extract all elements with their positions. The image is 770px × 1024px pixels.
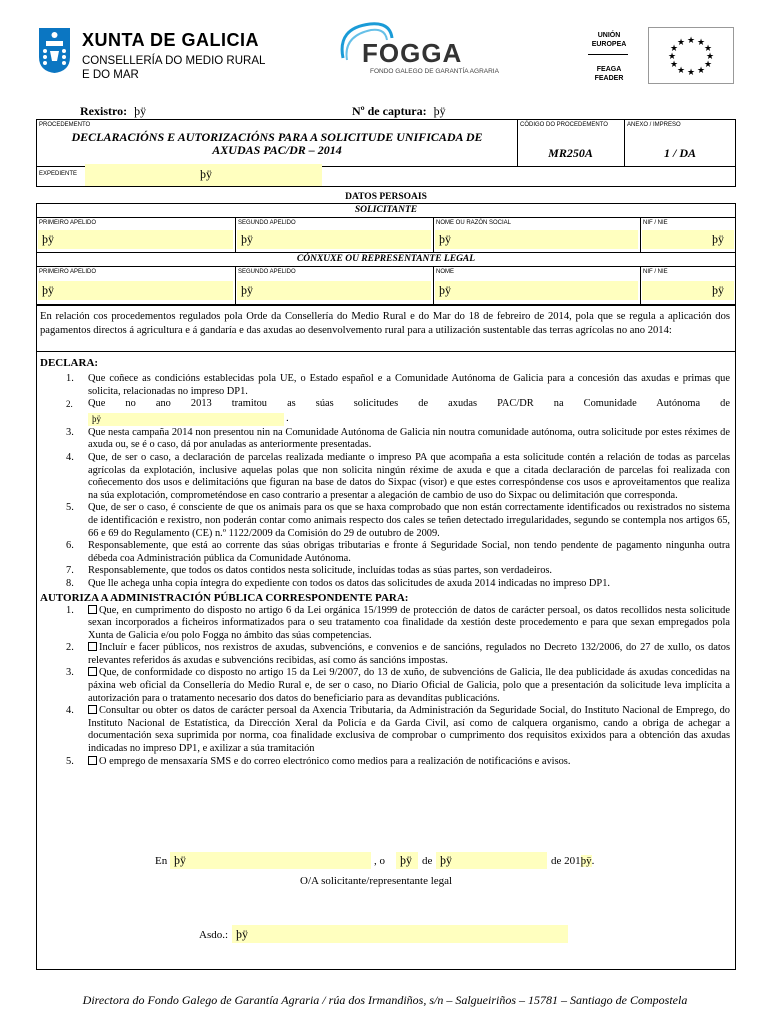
declara-item: [40, 565, 730, 578]
feaga-label: FEAGA: [596, 66, 622, 73]
sign-place-field[interactable]: þÿ: [170, 852, 371, 869]
declara-item-text: Que, de ser o caso, é consciente de que os animais para os que se haxa comprobado que non están correctamente identificados ou rexistrados no sistema de identificación e rexistro, non poderán contar como animais respecto dos cales se teñen detectado irregularidades, segundo se contempla nos artigos 65, 66 e 69 do Regulamento (CE) n.º 1122/2009 da Comisión do 29 de outubro de 2009.: [88, 502, 730, 539]
conxuxe-nif-field[interactable]: þÿ: [642, 281, 734, 300]
datos-row1-bottom-line: [36, 252, 736, 253]
svg-text:★: ★: [676, 66, 686, 76]
autoriza-checkbox[interactable]: [88, 642, 97, 651]
conxuxe-col-div1: [235, 266, 236, 305]
autoriza-item-text: Consultar ou obter os datos de carácter persoal da Axencia Tributaria, da Administración da Seguridade Social, do Instituto Nacional de Emprego, do Instituto Nacional de Estatística, da Dirección Xeral da Policía e da Garda Civil, así como de calquera organismo, cando a obriga de achegar a documentación sexa suprimida por norma, coa finalidade exclusiva de comprobar o cumprimento dos requisitos exixidos para a obtención das axudas indicadas no impreso DP1, e axilizar a súa tramitación: [88, 705, 730, 755]
sign-day-field[interactable]: þÿ: [396, 852, 418, 869]
footer-address: Directora do Fondo Galego de Garantía Agraria / rúa dos Irmandiños, s/n – Salgueiriños – 15781 – Santiago de Compostela: [82, 993, 688, 1007]
sign-month-field[interactable]: þÿ: [436, 852, 547, 869]
declara-item: [40, 373, 730, 398]
sign-year-prefix: de 201: [551, 855, 581, 867]
rexistro-label: Rexistro:: [80, 104, 128, 118]
autoriza-item: [40, 705, 730, 755]
conxuxe-apelido1-field[interactable]: þÿ: [38, 281, 233, 300]
svg-text:★: ★: [696, 66, 706, 76]
svg-text:★: ★: [686, 36, 696, 46]
fogga-name: FOGGA: [362, 38, 463, 68]
declara-item-number: 3.: [66, 426, 74, 438]
xunta-shield-icon: [38, 27, 71, 74]
declara-item: [40, 452, 730, 502]
eu-flag: [648, 27, 734, 84]
sign-en: En: [155, 855, 168, 867]
svg-text:★: ★: [703, 60, 713, 70]
declara-item-text: Que no ano 2013 tramitou as súas solicitudes de axudas PAC/DR na Comunidade Autónoma de: [88, 398, 730, 410]
autoriza-item-text: O emprego de mensaxaría SMS e do correo electrónico como medios para a realización de notificacións e avisos.: [99, 755, 571, 767]
solicitante-col4-label: NIF / NIE: [643, 220, 668, 226]
svg-text:★: ★: [669, 44, 679, 54]
codigo-label: CÓDIGO DO PROCEDEMENTO: [520, 122, 608, 128]
asdo-field[interactable]: þÿ: [232, 925, 568, 943]
procedemento-label: PROCEDEMENTO: [39, 122, 91, 128]
svg-text:★: ★: [705, 52, 715, 62]
declara-item-text: Responsablemente, que todos os datos contidos nesta solicitude, incluídas todas as súas partes, son verdadeiros.: [88, 565, 553, 577]
asdo-label: Asdo.:: [199, 929, 229, 941]
rexistro-row: [80, 104, 146, 119]
svg-text:★: ★: [676, 38, 686, 48]
declara-item-number: 7.: [66, 565, 74, 577]
autoriza-item: [40, 756, 730, 769]
xunta-title: XUNTA DE GALICIA: [82, 30, 259, 50]
anexo-label: ANEXO / IMPRESO: [627, 122, 681, 128]
sign-year-row: [551, 855, 594, 867]
datos-col-div1: [235, 217, 236, 252]
autoriza-item-number: 1.: [66, 604, 74, 616]
declara-item-text: Que, de ser o caso, a declaración de parcelas realizada mediante o impreso PA que acompaña a esta solicitude contén a relación de todas as parcelas agrícolas da explotación, inclusive aquelas polas que non solicita ningún réxime de axuda e que a citada declaración de parcelas foi realizada con coñecemento dos usos e delimitacións que figuran na base de datos do Sixpac (visor) e que estes correspóndense cos usos e aproveitamentos que realiza na súa explotación, comprometéndose en caso contrario a presentar a alegación de cambio de uso do Sixpac ou delimitación que corresponda.: [88, 451, 730, 501]
svg-text:★: ★: [686, 68, 696, 78]
autoriza-checkbox[interactable]: [88, 756, 97, 765]
datos-row1-top-line: [36, 217, 736, 218]
autoriza-item: [40, 605, 730, 643]
autoriza-checkbox[interactable]: [88, 667, 97, 676]
procedure-title-line1: DECLARACIÓNS E AUTORIZACIÓNS PARA A SOLICITUDE UNIFICADA DE: [71, 130, 483, 144]
conxuxe-apelido2-field[interactable]: þÿ: [237, 281, 431, 300]
conxuxe-col1-label: PRIMEIRO APELIDO: [39, 269, 97, 275]
datos-col-div2: [433, 217, 434, 252]
conxuxe-col-div3: [640, 266, 641, 305]
declara-item-text: Que nesta campaña 2014 non presentou nin na Comunidade Autónoma de Galicia nin noutra comunidade autónoma, outra solicitude por estes réximes de axuda ou, se é o caso, dá por anuladas as anteriormente presentadas.: [88, 426, 730, 451]
autoriza-item-number: 4.: [66, 705, 74, 717]
autoriza-item-text: Que, de conformidade co disposto no artigo 15 da Lei 9/2007, do 13 de xuño, de subvencións de Galicia, lle dea publicidade ás axudas concedidas na páxina web oficial da Consellería do Medio Rural e, de ser o caso, no Diario Oficial de Galicia, polo que a presentación da solicitude leva implícita a autorización para o tratamento necesario dos datos do beneficiario para as devandítas publicacións.: [88, 667, 730, 704]
svg-text:★: ★: [667, 52, 677, 62]
sign-comma-o: , o: [374, 855, 385, 867]
fogga-sub: FONDO GALEGO DE GARANTÍA AGRARIA: [370, 68, 499, 75]
autoriza-item: [40, 642, 730, 667]
captura-value[interactable]: þÿ: [433, 104, 446, 118]
declara-item2-field-row: [40, 411, 730, 427]
ue-line2: EUROPEA: [591, 41, 627, 48]
datos-title: DATOS PERSOAIS: [345, 192, 427, 202]
declara-list: [40, 373, 730, 768]
sign-dot: .: [591, 855, 595, 867]
conxuxe-col2-label: SEGUNDO APELIDO: [238, 269, 296, 275]
declara-item-text: Que coñece as condicións establecidas pola UE, o Estado español e a Comunidade Autónoma de Galicia para a concesión das axudas e primas que solicita, relacionadas no impreso DP1.: [88, 373, 730, 397]
datos-col-div3: [640, 217, 641, 252]
declara-item: [40, 398, 730, 411]
autoriza-checkbox[interactable]: [88, 605, 97, 614]
autoriza-item-number: 2.: [66, 642, 74, 654]
sign-role: O/A solicitante/representante legal: [300, 875, 453, 887]
declara-item-number: 6.: [66, 540, 74, 552]
autoriza-item-text: Incluír e facer públicos, nos rexistros de axudas, subvencións, e convenios e de sancións, regulados no Decreto 132/2006, do 27 de xullo, os datos relevantes referidos ás axudas e subvencións recibidas, así como ás sancións impostas.: [88, 642, 730, 666]
feader-label: FEADER: [594, 75, 624, 82]
conxuxe-col4-label: NIF / NIE: [643, 269, 668, 275]
solicitante-col1-label: PRIMEIRO APELIDO: [39, 220, 97, 226]
solicitante-col2-label: SEGUNDO APELIDO: [238, 220, 296, 226]
solicitante-col3-label: NOME OU RAZÓN SOCIAL: [436, 220, 512, 226]
solicitante-nif-field[interactable]: þÿ: [642, 230, 734, 249]
solicitante-apelido2-field[interactable]: þÿ: [237, 230, 431, 249]
comunidade-period: .: [286, 411, 289, 424]
captura-label: Nº de captura:: [352, 104, 427, 118]
declara-item-number: 4.: [66, 451, 74, 463]
codigo-value: MR250A: [548, 146, 593, 160]
autoriza-title: AUTORIZA A ADMINISTRACIÓN PÚBLICA CORRESPONDENTE PARA:: [40, 591, 409, 604]
svg-text:★: ★: [669, 60, 679, 70]
xunta-logo: [38, 27, 71, 74]
solicitante-title: SOLICITANTE: [354, 205, 418, 215]
sign-year-field[interactable]: þÿ: [580, 855, 592, 867]
declara-item-text: Que lle achega unha copia íntegra do expediente con todos os datos das solicitudes de axuda 2014 indicadas no impreso DP1.: [88, 577, 610, 589]
procedure-title-line2: AXUDAS PAC/DR – 2014: [212, 143, 342, 157]
consellaria-line2: E DO MAR: [82, 69, 139, 81]
declara-item-number: 1.: [66, 373, 74, 384]
datos-row2-top-line: [36, 266, 736, 267]
anexo-value: 1 / DA: [663, 146, 696, 160]
consellaria-line1: CONSELLERÍA DO MEDIO RURAL: [82, 55, 266, 67]
declara-item-number: 5.: [66, 502, 74, 514]
rexistro-value[interactable]: þÿ: [134, 104, 147, 118]
solicitante-apelido1-field[interactable]: þÿ: [38, 230, 233, 249]
declara-item-number: 2.: [66, 399, 73, 410]
solicitante-nome-field[interactable]: þÿ: [435, 230, 638, 249]
conxuxe-title: CÓNXUXE OU REPRESENTANTE LEGAL: [296, 254, 476, 264]
autoriza-item-text: Que, en cumprimento do disposto no artigo 6 da Lei orgánica 15/1999 de protección de datos de carácter persoal, os datos recollidos nesta solicitude sexan incorporados a ficheiros informatizados para o seu tratamento coa finalidade da xestión deste procedemento e para que sexan empregados pola Xunta de Galicia e/ou polo Fogga no ámbito das súas competencias.: [88, 604, 730, 641]
captura-row: [352, 104, 446, 119]
svg-text:★: ★: [703, 44, 713, 54]
declara-item: [40, 578, 730, 591]
sign-de: de: [422, 855, 433, 867]
expediente-field[interactable]: þÿ: [85, 164, 322, 186]
declara-title: DECLARA:: [40, 357, 99, 369]
declara-item-number: 8.: [66, 577, 74, 589]
declara-item: [40, 502, 730, 540]
intro-paragraph: En relación cos procedementos regulados pola Orde da Consellería do Medio Rural e do Mar do 18 de febreiro de 2014, pola que se regula a aplicación dos pagamentos directos á agricultura e á gandaría e das axudas ao desenvolvemento rural para a utilización sustentable das terras agrícolas no ano 2014:: [40, 311, 730, 336]
svg-text:★: ★: [696, 38, 706, 48]
conxuxe-nome-field[interactable]: þÿ: [435, 281, 638, 300]
expediente-label: EXPEDIENTE: [39, 171, 78, 177]
autoriza-checkbox[interactable]: [88, 705, 97, 714]
comunidade-field[interactable]: þÿ: [88, 413, 284, 426]
conxuxe-col-div2: [433, 266, 434, 305]
body-divider: [36, 351, 736, 352]
autoriza-item-number: 5.: [66, 755, 74, 767]
conxuxe-col3-label: NOME: [436, 269, 454, 275]
autoriza-item: [40, 667, 730, 705]
declara-item-text: Responsablemente, que está ao corrente das súas obrigas tributarias e fronte á Seguridade Social, non tendo pendente de pagamento ningunha outra débeda coa Administración pública da Comunidade Autónoma.: [88, 540, 730, 564]
ue-divider: [588, 54, 628, 55]
ue-line1: UNIÓN: [597, 32, 621, 39]
eu-stars-icon: [649, 28, 733, 83]
declara-item: [40, 427, 730, 452]
declara-item: [40, 540, 730, 565]
autoriza-item-number: 3.: [66, 667, 74, 679]
